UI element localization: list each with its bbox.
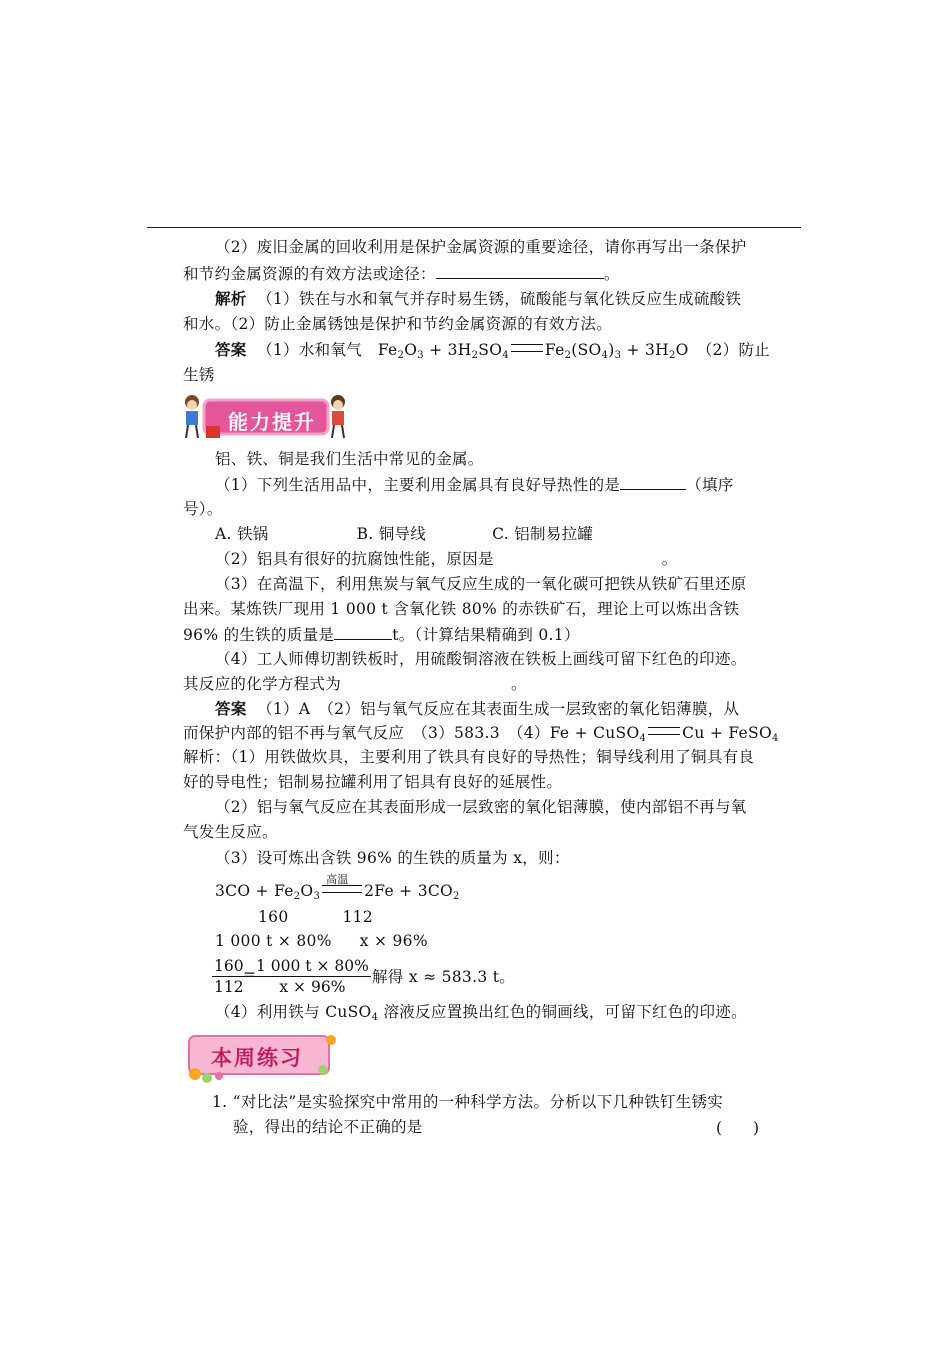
- equation-double-line: [648, 727, 680, 735]
- fraction-left: $\frac{160}{112}$: [214, 957, 244, 996]
- ability-q2: （2）铝具有很好的抗腐蚀性能，原因是 。: [215, 550, 678, 568]
- ability-badge-title: 能力提升: [228, 410, 316, 434]
- weekly-badge: [181, 1030, 339, 1085]
- answer-parentheses[interactable]: ( ): [716, 1119, 760, 1137]
- ability-intro: 铝、铁、铜是我们生活中常见的金属。: [215, 450, 484, 468]
- ability-explanation-2-line-2: 气发生反应。: [183, 823, 278, 841]
- equation-double-line: [511, 344, 543, 352]
- reaction-condition: 高温: [326, 873, 349, 886]
- answer-blank[interactable]: [620, 473, 686, 490]
- solve-result: 解得 x ≈ 583.3 t。: [372, 968, 516, 986]
- given-mass-row: 1 000 t × 80% x × 96%: [215, 932, 428, 950]
- option-c: C. 铝制易拉罐: [492, 525, 594, 543]
- ability-explanation-3: （3）设可炼出含铁 96% 的生铁的质量为 x，则：: [215, 849, 570, 867]
- ability-explanation-4: （4）利用铁与 CuSO$_4$ 溶液反应置换出红色的铜画线，可留下红色的印迹。: [215, 1003, 747, 1023]
- ability-q3-line-2: 出来。某炼铁厂现用 1 000 t 含氧化铁 80% 的赤铁矿石，理论上可以炼出含铁: [183, 600, 740, 618]
- equation-double-line: [322, 873, 362, 893]
- header-rule: [147, 227, 801, 228]
- ability-answer-line-2: 而保护内部的铝不再与氧气反应 （3）583.3 （4）Fe + CuSO$_4$ Cu + FeSO$_4$: [183, 724, 779, 744]
- ability-options: [215, 523, 805, 545]
- analysis-line-2: 和水。（2）防止金属锈蚀是保护和节约金属资源的有效方法。: [183, 315, 613, 333]
- ability-badge: [176, 392, 354, 442]
- equals-sign: =: [243, 966, 256, 984]
- ability-explanation-line-1: 解析：（1）用铁做炊具，主要利用了铁具有良好的导热性；铜导线利用了铜具有良: [183, 748, 755, 766]
- answer-line-1: 答案 （1）水和氧气 $Fe_2O_3 + 3H_2SO_4$ $Fe_2(SO_4)_3 + 3H_2O$ （2）防止: [215, 340, 771, 361]
- ability-explanation-line-2: 好的导电性；铝制易拉罐利用了铝具有良好的延展性。: [183, 773, 563, 791]
- option-b: B. 铜导线: [356, 525, 427, 543]
- ability-q1-line-2: 号）。: [183, 500, 223, 518]
- ability-answer-line-1: 答案 （1）A （2）铝与氧气反应在其表面生成一层致密的氧化铝薄膜，从: [215, 699, 740, 718]
- ability-q4-line-1: （4）工人师傅切割铁板时，用硫酸铜溶液在铁板上画线可留下红色的印迹。: [215, 650, 747, 668]
- weekly-badge-title: 本周练习: [211, 1046, 303, 1070]
- ability-q1-line-1: （1）下列生活用品中，主要利用金属具有良好导热性的是 （填序: [215, 473, 805, 496]
- answer-blank[interactable]: [436, 262, 604, 279]
- answer-label: 答案: [215, 340, 247, 359]
- chemical-equation: $3CO + Fe_2O_3$ 高温 $2Fe + 3CO_2$: [215, 880, 805, 902]
- answer-line-2: 生锈: [183, 366, 215, 384]
- option-a: A. 铁锅: [215, 525, 269, 543]
- weekly-q1-line-1: 1. “对比法”是实验探究中常用的一种科学方法。分析以下几种铁钉生锈实: [212, 1093, 724, 1111]
- ability-q4-line-2: 其反应的化学方程式为 。: [183, 675, 527, 693]
- question-2-line-1: （2）废旧金属的回收利用是保护金属资源的重要途径，请你再写出一条保护: [215, 238, 747, 256]
- analysis-label: 解析: [215, 289, 247, 308]
- ability-explanation-2-line-1: （2）铝与氧气反应在其表面形成一层致密的氧化铝薄膜，使内部铝不再与氧: [215, 798, 747, 816]
- ability-q3-line-1: （3）在高温下，利用焦炭与氧气反应生成的一氧化碳可把铁从铁矿石里还原: [215, 575, 747, 593]
- answer-label: 答案: [215, 699, 247, 718]
- analysis-line-1: 解析 （1）铁在与水和氧气并存时易生锈，硫酸能与氧化铁反应生成硫酸铁: [215, 289, 742, 308]
- answer-blank[interactable]: [334, 623, 392, 640]
- fraction-right: $\frac{1 000 t \times 80\%}{x \times 96\%}$: [256, 957, 369, 996]
- ability-q3-line-3: 96% 的生铁的质量是 t。（计算结果精确到 0.1）: [183, 623, 773, 646]
- molar-mass-row: 160 112: [258, 908, 373, 926]
- question-2-line-2: 和节约金属资源的有效方法或途径： 。: [183, 262, 773, 285]
- weekly-q1-line-2: 验，得出的结论不正确的是: [233, 1118, 423, 1136]
